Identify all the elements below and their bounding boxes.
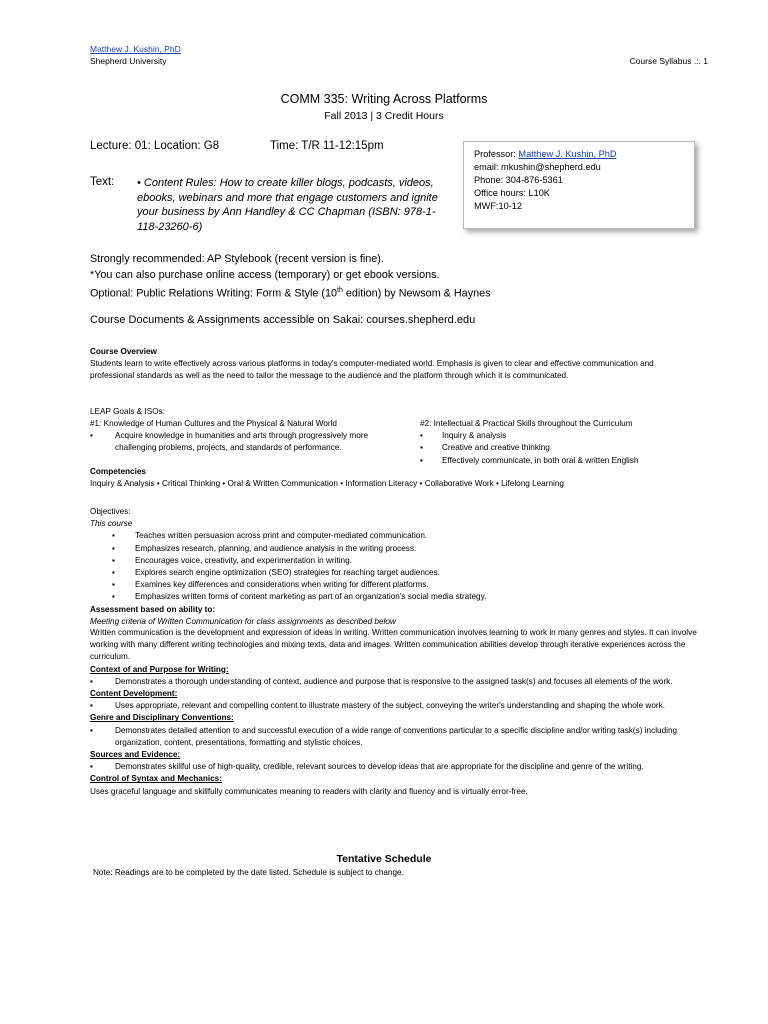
- objectives: [90, 506, 690, 628]
- list-item: ▪ Encourages voice, creativity, and experimentation in writing.: [90, 555, 690, 567]
- competencies-body: Inquiry & Analysis • Critical Thinking • Oral & Written Communication • Information Literacy • Collaborative Work • Lifelong Learning: [90, 479, 564, 489]
- leap-goal-2: [420, 418, 710, 467]
- course-term: Fall 2013 | 3 Credit Hours: [324, 110, 444, 122]
- textbook: • Content Rules: How to create killer blogs, podcasts, videos, ebooks, webinars and more that engage customers and ignite your business by Ann Handley & CC Chapman (ISBN: 978-1-118-23260-6): [137, 177, 438, 233]
- criteria-title: Context of and Purpose for Writing:: [90, 664, 229, 674]
- list-item: ▪ Demonstrates a thorough understanding of context, audience and purpose that is responsive to the assigned task(s) and focuses all elements of the work.: [90, 676, 700, 688]
- professor-box: [463, 141, 695, 229]
- professor-hours: MWF:10-12: [474, 201, 522, 211]
- professor-email: email: mkushin@shepherd.edu: [474, 162, 601, 172]
- professor-link[interactable]: Matthew J. Kushin, PhD: [518, 149, 617, 159]
- overview-body: Students learn to write effectively across various platforms in today's computer-mediated world. Emphasis is given to clear and effective communication and professional standards as well as the need to tailor the message to the audience and the platform through which it is communicated.: [90, 359, 654, 381]
- list-item: ▪ Examines key differences and considerations when writing for different platforms.: [90, 579, 690, 591]
- overview-heading: Course Overview: [90, 347, 157, 356]
- schedule-heading: Tentative Schedule: [336, 853, 432, 865]
- competencies-heading: Competencies: [90, 467, 146, 476]
- lecture-info: Lecture: 01: Location: G8: [90, 140, 220, 152]
- schedule-note: Note: Readings are to be completed by the date listed. Schedule is subject to change.: [93, 868, 404, 877]
- written-intro: Written communication is the development and expression of ideas in writing. Written communication involves learning to work in many genres and styles. It can involve working with many different writing technologies and mixing texts, data and images. Written communication abilities develop through iterative experiences across the curriculum.: [90, 628, 697, 662]
- list-item: ▪ Acquire knowledge in humanities and arts through progressively more challenging problems, projects, and standards of performance.: [90, 430, 410, 454]
- competencies: [90, 466, 690, 490]
- list-item: ▪ Uses appropriate, relevant and compelling content to illustrate mastery of the subject, conveying the writer's understanding and shaping the whole work.: [90, 700, 700, 712]
- objectives-heading: Objectives:: [90, 507, 131, 516]
- course-overview: [90, 346, 660, 383]
- assessment-sub: Meeting criteria of Written Communication for class assignments as described below: [90, 616, 396, 626]
- criteria-title: Sources and Evidence:: [90, 750, 181, 760]
- objectives-sub: This course: [90, 519, 133, 529]
- leap-goal-1: [90, 418, 410, 455]
- recommended-line: Strongly recommended: AP Stylebook (recent version is fine).: [90, 253, 384, 265]
- assessment-heading: Assessment based on ability to:: [90, 604, 216, 614]
- text-label: Text:: [90, 176, 115, 188]
- syntax-body: Uses graceful language and skillfully communicates meaning to readers with clarity and fluency and is virtually error-free.: [90, 786, 528, 796]
- goal-title: #1: Knowledge of Human Cultures and the Physical & Natural World: [90, 419, 337, 428]
- list-item: ▪ Emphasizes written forms of content marketing as part of an organization's social media strategy.: [90, 591, 690, 603]
- list-item: ▪ Demonstrates detailed attention to and successful execution of a wide range of conventions particular to a specific discipline and/or writing task(s) including organization, content, presentations, formatting and stylistic choices.: [90, 725, 700, 749]
- list-item: ▪ Inquiry & analysis: [420, 430, 710, 442]
- leap-goals: [90, 406, 690, 465]
- professor-label: Professor:: [474, 149, 519, 159]
- list-item: ▪ Emphasizes research, planning, and audience analysis in the writing process.: [90, 543, 690, 555]
- written-communication: [90, 627, 700, 798]
- list-item: ▪ Creative and creative thinking: [420, 442, 710, 454]
- list-item: ▪ Teaches written persuasion across print and computer-mediated communication.: [90, 530, 690, 542]
- professor-office: Office hours: L10K: [474, 188, 550, 198]
- goal-title: #2: Intellectual & Practical Skills throughout the Curriculum: [420, 419, 633, 428]
- recommended-readings: [90, 252, 491, 302]
- optional-line: Optional: Public Relations Writing: Form & Style (10th edition) by Newsom & Haynes: [90, 287, 491, 300]
- leap-heading: LEAP Goals & ISOs:: [90, 407, 165, 416]
- criteria-title: Genre and Disciplinary Conventions:: [90, 713, 234, 723]
- list-item: ▪ Demonstrates skillful use of high-quality, credible, relevant sources to develop ideas that are appropriate for the discipline and genre of the writing.: [90, 761, 700, 773]
- criteria-title: Content Development:: [90, 689, 178, 699]
- author-link[interactable]: Matthew J. Kushin, PhD: [90, 44, 181, 54]
- course-title: COMM 335: Writing Across Platforms: [280, 92, 488, 106]
- time-info: Time: T/R 11-12:15pm: [270, 140, 384, 152]
- list-item: ▪ Explores search engine optimization (SEO) strategies for reaching target audiences.: [90, 567, 690, 579]
- criteria-title: Control of Syntax and Mechanics:: [90, 774, 222, 784]
- professor-phone: Phone: 304-876-5361: [474, 175, 563, 185]
- page-label: Course Syllabus .:. 1: [629, 56, 708, 66]
- list-item: ▪ Effectively communicate, in both oral & written English: [420, 455, 710, 467]
- university-name: Shepherd University: [90, 56, 167, 66]
- docs-line: Course Documents & Assignments accessible on Sakai: courses.shepherd.edu: [90, 314, 476, 326]
- recommended-line: *You can also purchase online access (temporary) or get ebook versions.: [90, 268, 440, 281]
